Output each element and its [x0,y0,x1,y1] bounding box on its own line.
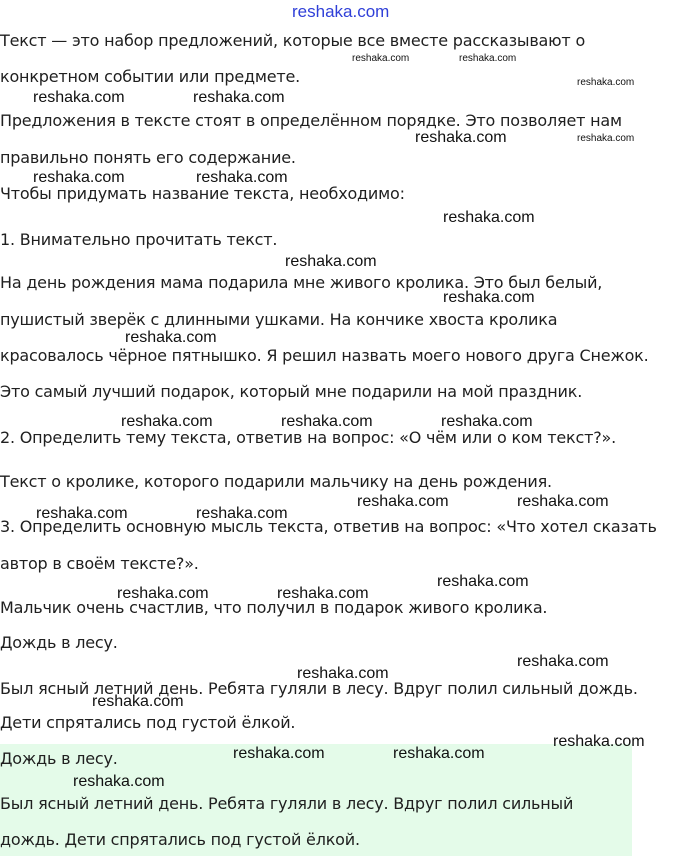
watermark: reshaka.com [443,209,535,226]
text-line: Дождь в лесу. [0,633,118,652]
highlight-text-line: дождь. Дети спрятались под густой ёлкой. [0,830,360,849]
watermark: reshaka.com [352,53,410,64]
text-line: Текст — это набор предложений, которые все вместе рассказывают о [0,31,586,50]
watermark: reshaka.com [33,89,125,106]
text-line: 1. Внимательно прочитать текст. [0,230,278,249]
text-line: конкретном событии или предмете. [0,67,300,86]
text-line: Дети спрятались под густой ёлкой. [0,713,296,732]
watermark: reshaka.com [281,413,373,430]
watermark: reshaka.com [437,573,529,590]
watermark: reshaka.com [393,745,485,762]
text-line: Предложения в тексте стоят в определённом порядке. Это позволяет нам [0,111,622,130]
text-line: Был ясный летний день. Ребята гуляли в лесу. Вдруг полил сильный дождь. [0,679,638,698]
watermark: reshaka.com [577,77,635,88]
text-line: правильно понять его содержание. [0,148,296,167]
text-line: 3. Определить основную мысль текста, ответив на вопрос: «Что хотел сказать [0,517,657,536]
watermark: reshaka.com [517,653,609,670]
watermark: reshaka.com [196,169,288,186]
text-line: Это самый лучший подарок, который мне подарили на мой праздник. [0,382,583,401]
watermark: reshaka.com [73,773,165,790]
text-line: Текст о кролике, которого подарили мальчику на день рождения. [0,472,552,491]
top-site-watermark: reshaka.com [292,2,390,21]
watermark: reshaka.com [92,693,184,710]
watermark: reshaka.com [297,665,389,682]
highlight-text-line: Был ясный летний день. Ребята гуляли в лесу. Вдруг полил сильный [0,794,574,813]
text-line: На день рождения мама подарила мне живого кролика. Это был белый, [0,273,603,292]
watermark: reshaka.com [125,329,217,346]
watermark: reshaka.com [443,289,535,306]
watermark: reshaka.com [233,745,325,762]
watermark: reshaka.com [285,253,377,270]
text-line: 2. Определить тему текста, ответив на вопрос: «О чём или о ком текст?». [0,428,616,447]
watermark: reshaka.com [193,89,285,106]
watermark: reshaka.com [415,129,507,146]
highlight-text-line: Дождь в лесу. [0,749,118,768]
watermark: reshaka.com [441,413,533,430]
text-line: Мальчик очень счастлив, что получил в подарок живого кролика. [0,598,548,617]
watermark: reshaka.com [33,169,125,186]
watermark: reshaka.com [196,505,288,522]
watermark: reshaka.com [517,493,609,510]
text-line: Чтобы придумать название текста, необходимо: [0,184,405,203]
watermark: reshaka.com [577,133,635,144]
text-line: пушистый зверёк с длинными ушками. На кончике хвоста кролика [0,310,558,329]
watermark: reshaka.com [277,585,369,602]
text-line: красовалось чёрное пятнышко. Я решил назвать моего нового друга Снежок. [0,346,649,365]
text-line: автор в своём тексте?». [0,554,199,573]
watermark: reshaka.com [357,493,449,510]
watermark: reshaka.com [459,53,517,64]
watermark: reshaka.com [117,585,209,602]
watermark: reshaka.com [121,413,213,430]
watermark: reshaka.com [553,733,645,750]
watermark: reshaka.com [36,505,128,522]
